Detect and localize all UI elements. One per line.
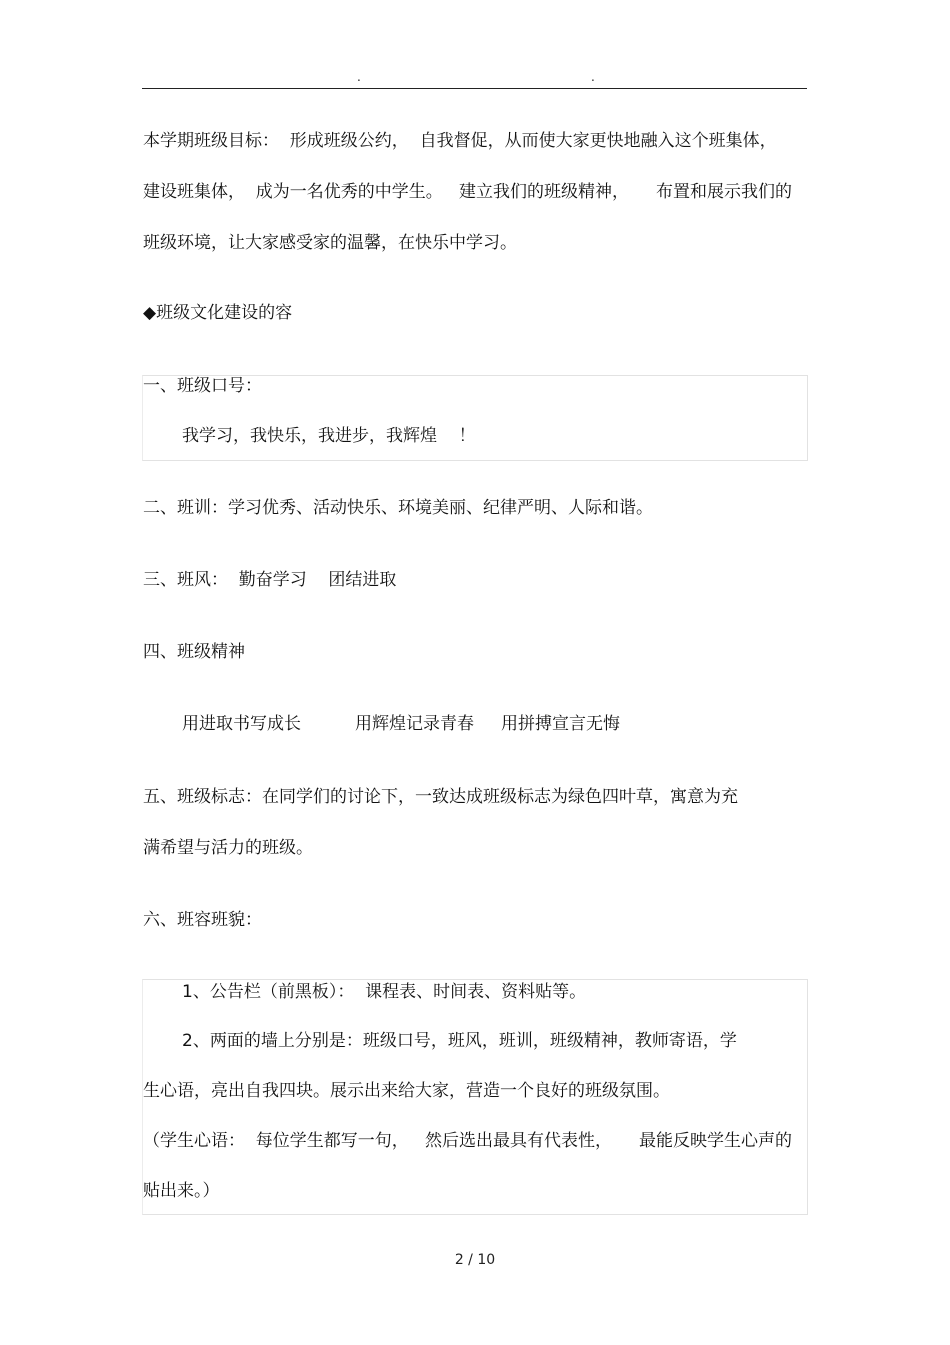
header-rule [142,88,807,89]
goal-paragraph-line-3: 班级环境，让大家感受家的温馨，在快乐中学习。 [143,233,517,253]
goal-paragraph-line-2: 建设班集体， 成为一名优秀的中学生。 建立我们的班级精神， 布置和展示我们的 [143,182,793,202]
section-5-line-1: 五、班级标志：在同学们的讨论下，一致达成班级标志为绿色四叶草，寓意为充 [143,787,738,807]
section-1-body: 我学习，我快乐，我进步，我辉煌 ！ [182,426,476,446]
section-6-title: 六、班容班貌： [143,910,262,930]
section-2: 二、班训：学习优秀、活动快乐、环境美丽、纪律严明、人际和谐。 [143,498,653,518]
section-6-note-line-2: 贴出来。） [143,1181,220,1201]
section-3: 三、班风： 勤奋学习 团结进取 [143,570,397,590]
goal-paragraph-line-1: 本学期班级目标： 形成班级公约， 自我督促，从而使大家更快地融入这个班集体， [143,131,777,151]
section-6-note-line-1: （学生心语： 每位学生都写一句， 然后选出最具有代表性， 最能反映学生心声的 [143,1131,793,1151]
section-5-line-2: 满希望与活力的班级。 [143,838,313,858]
section-4-body: 用进取书写成长 用辉煌记录青春 用拼搏宣言无悔 [182,714,621,734]
section-1-title: 一、班级口号： [143,376,262,396]
section-6-item-2-line-2: 生心语，亮出自我四块。展示出来给大家，营造一个良好的班级氛围。 [143,1081,670,1101]
header-right-mark: . [591,70,595,84]
section-heading: ◆班级文化建设的容 [143,303,293,323]
header-left-mark: . [357,70,361,84]
page-header [0,70,950,84]
section-6-item-2-line-1: 2、两面的墙上分别是：班级口号，班风，班训，班级精神，教师寄语，学 [182,1031,737,1051]
section-6-item-1: 1、公告栏（前黑板）： 课程表、时间表、资料贴等。 [182,982,587,1002]
page-number: 2 / 10 [454,1252,496,1268]
section-4-title: 四、班级精神 [143,642,245,662]
